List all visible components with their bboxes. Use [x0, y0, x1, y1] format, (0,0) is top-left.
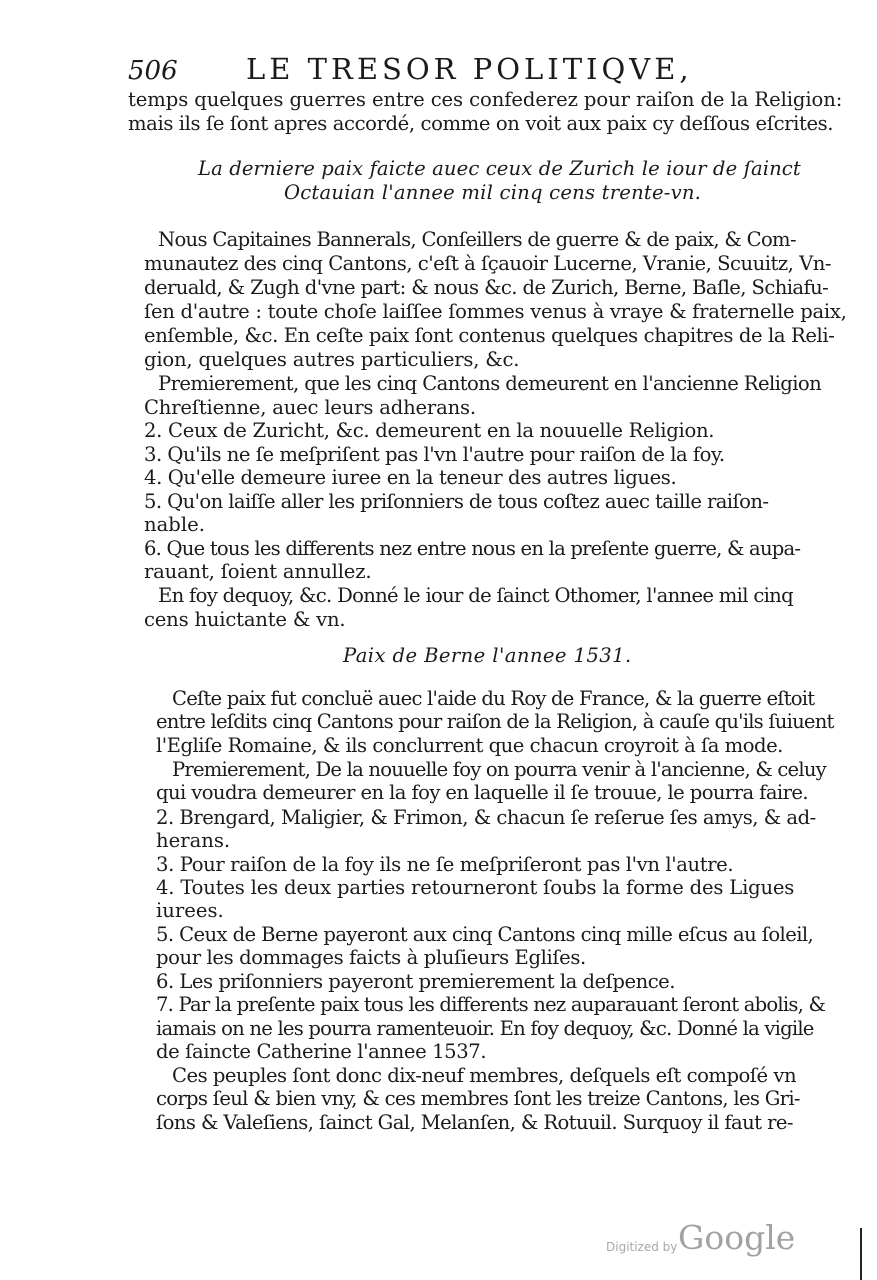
text-line: Nous Capitaines Bannerals, Conſeillers de guerre & de paix, & Com-: [158, 228, 796, 251]
list-item-continued: iamais on ne les pourra ramenteuoir. En foy dequoy, &c. Donné la vigile: [156, 1017, 814, 1040]
page-edge-mark: [860, 1228, 862, 1280]
list-item-continued: iurees.: [156, 899, 224, 922]
list-item: 2. Brengard, Maligier, & Frimon, & chacun ſe reſerue ſes amys, & ad-: [156, 806, 816, 829]
text-line: munautez des cinq Cantons, c'eſt à ſçauoir Lucerne, Vranie, Scuuitz, Vn-: [144, 252, 832, 275]
list-item: 5. Qu'on laiſſe aller les priſonniers de tous coſtez auec taille raiſon-: [144, 490, 769, 513]
list-item: 4. Qu'elle demeure iuree en la teneur des autres ligues.: [144, 466, 677, 489]
list-item-continued: pour les dommages faicts à pluſieurs Egliſes.: [156, 946, 586, 969]
watermark-prefix: Digitized by: [606, 1240, 678, 1254]
section-heading: Paix de Berne l'annee 1531.: [343, 644, 632, 667]
text-line: mais ils ſe ſont apres accordé, comme on voit aux paix cy deſſous eſcrites.: [128, 112, 834, 135]
google-watermark: [588, 1218, 796, 1266]
list-item-continued: nable.: [144, 513, 205, 536]
text-line: Ces peuples ſont donc dix-neuf membres, deſquels eſt compoſé vn: [172, 1064, 797, 1087]
list-item: 2. Ceux de Zuricht, &c. demeurent en la nouuelle Religion.: [144, 419, 715, 442]
text-line: entre leſdits cinq Cantons pour raiſon de la Religion, à cauſe qu'ils ſuiuent: [156, 710, 834, 733]
text-line: Premierement, De la nouuelle foy on pourra venir à l'ancienne, & celuy: [172, 758, 826, 781]
list-item-continued: de ſaincte Catherine l'annee 1537.: [156, 1040, 487, 1063]
section-heading: Octauian l'annee mil cinq cens trente-vn.: [284, 181, 702, 204]
list-item-continued: rauant, ſoient annullez.: [144, 560, 372, 583]
list-item: 6. Que tous les differents nez entre nous en la preſente guerre, & aupa-: [144, 537, 801, 560]
list-item: 4. Toutes les deux parties retourneront ſoubs la forme des Ligues: [156, 876, 795, 899]
section-heading: La derniere paix faicte auec ceux de Zurich le iour de ſainct: [198, 157, 801, 180]
text-line: Ceſte paix fut concluë auec l'aide du Roy de France, & la guerre eſtoit: [172, 687, 815, 710]
text-line: cens huictante & vn.: [144, 608, 346, 631]
text-line: qui voudra demeurer en la foy en laquelle il ſe trouue, le pourra faire.: [156, 781, 808, 804]
text-line: deruald, & Zugh d'vne part: & nous &c. de Zurich, Berne, Baſle, Schiafu-: [144, 276, 829, 299]
text-line: corps ſeul & bien vny, & ces membres ſont les treize Cantons, les Gri-: [156, 1087, 800, 1110]
running-header: [128, 50, 778, 90]
list-item: 3. Pour raiſon de la foy ils ne ſe meſpriſeront pas l'vn l'autre.: [156, 853, 734, 876]
text-line: ſons & Valeſiens, ſainct Gal, Melanſen, & Rotuuil. Surquoy il faut re-: [156, 1111, 793, 1134]
text-line: ſen d'autre : toute choſe laiſſee ſommes venus à vraye & fraternelle paix,: [144, 300, 847, 323]
text-line: enſemble, &c. En ceſte paix ſont contenus quelques chapitres de la Reli-: [144, 324, 835, 347]
list-item: 3. Qu'ils ne ſe meſpriſent pas l'vn l'autre pour raiſon de la foy.: [144, 443, 725, 466]
list-item-continued: herans.: [156, 829, 231, 852]
text-line: l'Egliſe Romaine, & ils conclurrent que chacun croyroit à ſa mode.: [156, 734, 783, 757]
running-title: LE TRESOR POLITIQVE,: [246, 52, 693, 86]
list-item: 5. Ceux de Berne payeront aux cinq Cantons cinq mille eſcus au ſoleil,: [156, 923, 814, 946]
page-number: 506: [128, 56, 178, 86]
text-line: temps quelques guerres entre ces confederez pour raiſon de la Religion:: [128, 88, 843, 111]
text-line: En foy dequoy, &c. Donné le iour de ſainct Othomer, l'annee mil cinq: [158, 584, 793, 607]
text-line: Chreſtienne, auec leurs adherans.: [144, 396, 476, 419]
text-line: gion, quelques autres particuliers, &c.: [144, 348, 520, 371]
text-line: Premierement, que les cinq Cantons demeurent en l'ancienne Religion: [158, 372, 822, 395]
google-logo-text: Google: [678, 1218, 796, 1257]
list-item: 6. Les priſonniers payeront premierement la deſpence.: [156, 970, 675, 993]
list-item: 7. Par la preſente paix tous les differents nez auparauant ſeront abolis, &: [156, 993, 826, 1016]
